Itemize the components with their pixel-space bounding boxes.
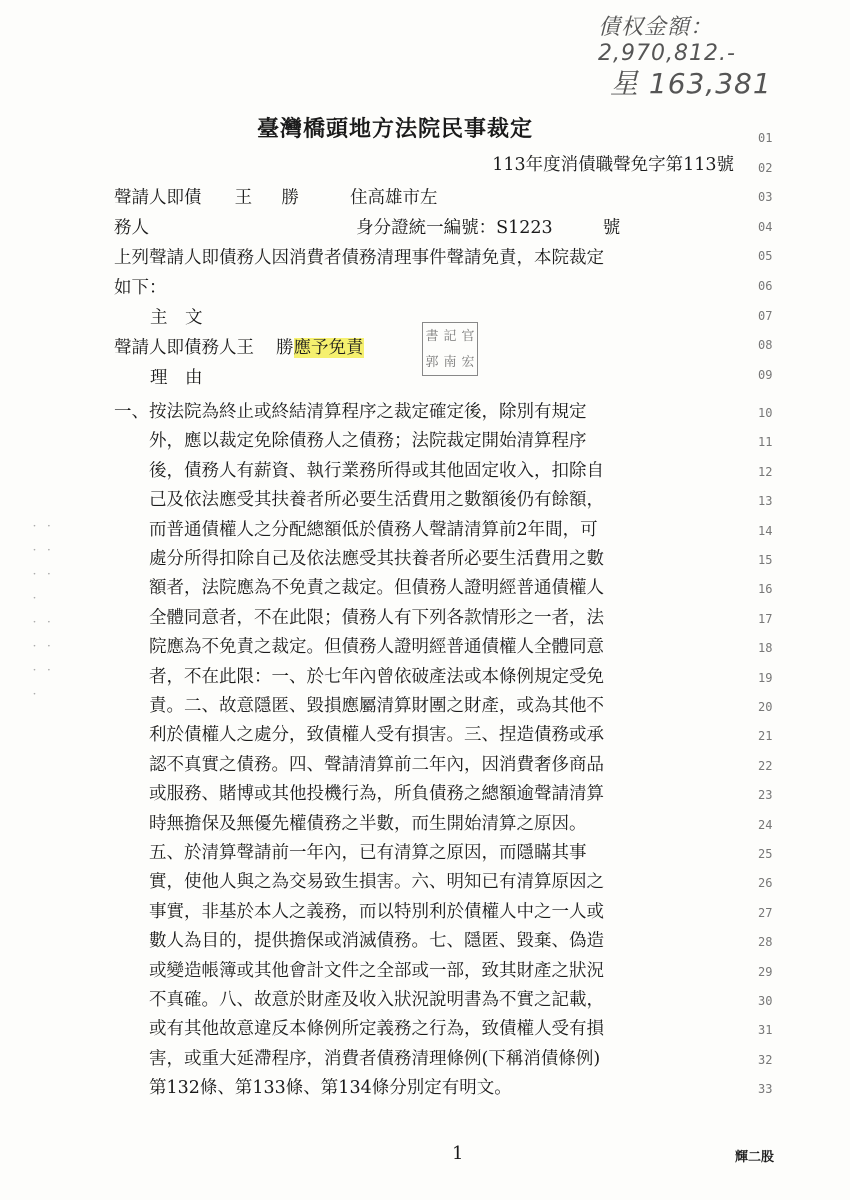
line-number: 09 xyxy=(758,367,773,382)
line-number: 23 xyxy=(758,788,773,803)
line-number: 06 xyxy=(758,279,773,293)
seal-char: 郭 xyxy=(425,354,439,370)
intro-line-1: 上列聲請人即債務人因消費者債務清理事件聲請免責，本院裁定 xyxy=(114,248,604,268)
reason-line: 或有其他故意違反本條例所定義務之行為，致債權人受有損 xyxy=(114,1019,604,1040)
line-number: 07 xyxy=(758,308,773,323)
line-number: 30 xyxy=(758,994,773,1008)
line-number: 24 xyxy=(758,817,773,832)
line-number: 02 xyxy=(758,160,773,175)
reason-line: 或變造帳簿或其他會計文件之全部或一部，致其財產之狀況 xyxy=(114,960,604,981)
reason-line: 數人為目的，提供擔保或消滅債務。七、隱匿、毀棄、偽造 xyxy=(114,931,604,952)
line-number: 19 xyxy=(758,670,773,685)
division-label: 輝二股 xyxy=(735,1150,775,1165)
reason-line: 實，使他人與之為交易致生損害。六、明知已有清算原因之 xyxy=(114,872,604,893)
seal-char: 記 xyxy=(443,328,457,344)
line-number: 08 xyxy=(758,338,773,353)
reason-line: 而普通債權人之分配總額低於債務人聲請清算前2年間，可 xyxy=(114,519,598,540)
seal-char: 書 xyxy=(425,328,439,344)
line-number: 14 xyxy=(758,523,773,538)
party-name-1: 王 xyxy=(234,188,253,208)
seal-char: 官 xyxy=(461,328,475,344)
party-id-suffix: 號 xyxy=(602,218,621,238)
line-number: 28 xyxy=(758,935,773,950)
party-role-1: 聲請人即債 xyxy=(114,188,202,208)
main-heading: 主 文 xyxy=(150,308,203,328)
party-line-1 xyxy=(114,184,734,212)
reason-line: 時無擔保及無優先權債務之半數，而生開始清算之原因。 xyxy=(114,813,587,834)
reason-heading: 理 由 xyxy=(150,368,203,388)
line-number: 33 xyxy=(758,1082,773,1097)
seal-char: 南 xyxy=(443,354,457,370)
reason-line: 第132條、第133條、第134條分別定有明文。 xyxy=(114,1078,512,1099)
line-number: 25 xyxy=(758,847,773,861)
reason-line: 或服務、賭博或其他投機行為，所負債務之總額逾聲請清算 xyxy=(114,784,604,805)
line-number: 11 xyxy=(758,435,773,450)
seal-char: 宏 xyxy=(461,354,475,370)
reason-line: 一、按法院為終止或終結清算程序之裁定確定後，除別有規定 xyxy=(114,402,587,422)
margin-marks: ・ ・ ・ ・ ・ ・ ・ ・ ・ ・ ・ ・ ・ ・ xyxy=(30,522,54,700)
reason-line: 者，不在此限：一、於七年內曾依破產法或本條例規定受免 xyxy=(114,666,604,687)
reason-line: 事實，非基於本人之義務，而以特別利於債權人中之一人或 xyxy=(114,901,604,922)
party-line-2 xyxy=(114,214,734,242)
line-number: 12 xyxy=(758,464,773,479)
handwritten-amount: 債权金額：2,970,812.- xyxy=(598,15,736,66)
main-highlight: 應予免責 xyxy=(293,338,364,358)
line-number: 26 xyxy=(758,876,773,891)
line-number: 05 xyxy=(758,249,773,264)
reason-line: 外，應以裁定免除債務人之債務；法院裁定開始清算程序 xyxy=(114,431,587,452)
line-number: 32 xyxy=(758,1052,773,1067)
line-number: 29 xyxy=(758,964,773,979)
party-id-label: 身分證統一編號： xyxy=(356,218,497,238)
line-number: 13 xyxy=(758,494,773,509)
handwritten-note: 星 163,381 xyxy=(610,67,772,100)
line-number: 01 xyxy=(758,131,773,145)
party-name-2: 勝 xyxy=(281,188,299,208)
reason-line: 利於債權人之處分，致債權人受有損害。三、捏造債務或承 xyxy=(114,725,604,746)
line-number: 10 xyxy=(758,406,773,420)
reason-line: 處分所得扣除自己及依法應受其扶養者所必要生活費用之數 xyxy=(114,549,604,569)
document-title: 臺灣橋頭地方法院民事裁定 xyxy=(256,116,533,142)
reason-line: 五、於清算聲請前一年內，已有清算之原因，而隱瞞其事 xyxy=(114,843,587,863)
line-number: 16 xyxy=(758,582,773,597)
intro-line-2: 如下： xyxy=(114,278,167,298)
line-number: 17 xyxy=(758,611,773,626)
line-number: 18 xyxy=(758,641,773,656)
page-number: 1 xyxy=(452,1143,464,1164)
reason-line: 認不真實之債務。四、聲請清算前二年內，因消費奢侈商品 xyxy=(114,754,604,775)
reason-line: 後，債務人有薪資、執行業務所得或其他固定收入，扣除自 xyxy=(114,460,604,481)
reason-line: 己及依法應受其扶養者所必要生活費用之數額後仍有餘額， xyxy=(114,490,604,511)
line-number: 21 xyxy=(758,729,773,744)
reason-line: 不真確。八、故意於財產及收入狀況說明書為不實之記載， xyxy=(114,990,604,1010)
case-number: 113年度消債職聲免字第113號 xyxy=(492,155,734,175)
line-number: 04 xyxy=(758,219,773,234)
reason-line: 害，或重大延滯程序，消費者債務清理條例(下稱消債條例) xyxy=(114,1048,601,1069)
line-number: 03 xyxy=(758,190,773,205)
reason-line: 院應為不免責之裁定。但債務人證明經普通債權人全體同意 xyxy=(114,637,604,658)
line-number: 20 xyxy=(758,700,773,714)
party-id-value: S1223 xyxy=(496,218,553,238)
main-text-part2: 勝 xyxy=(276,338,294,358)
line-number: 22 xyxy=(758,758,773,773)
reason-line: 責。二、故意隱匿、毀損應屬清算財團之財產，或為其他不 xyxy=(114,696,604,716)
party-address: 住高雄市左 xyxy=(349,188,438,208)
reason-line: 額者，法院應為不免責之裁定。但債務人證明經普通債權人 xyxy=(114,578,604,599)
main-text-part1: 聲請人即債務人王 xyxy=(114,338,254,358)
line-number: 31 xyxy=(758,1023,773,1038)
reason-line: 全體同意者，不在此限；債務人有下列各款情形之一者，法 xyxy=(114,607,604,628)
party-role-2: 務人 xyxy=(114,218,149,238)
line-number: 15 xyxy=(758,553,773,567)
line-number: 27 xyxy=(758,905,773,920)
